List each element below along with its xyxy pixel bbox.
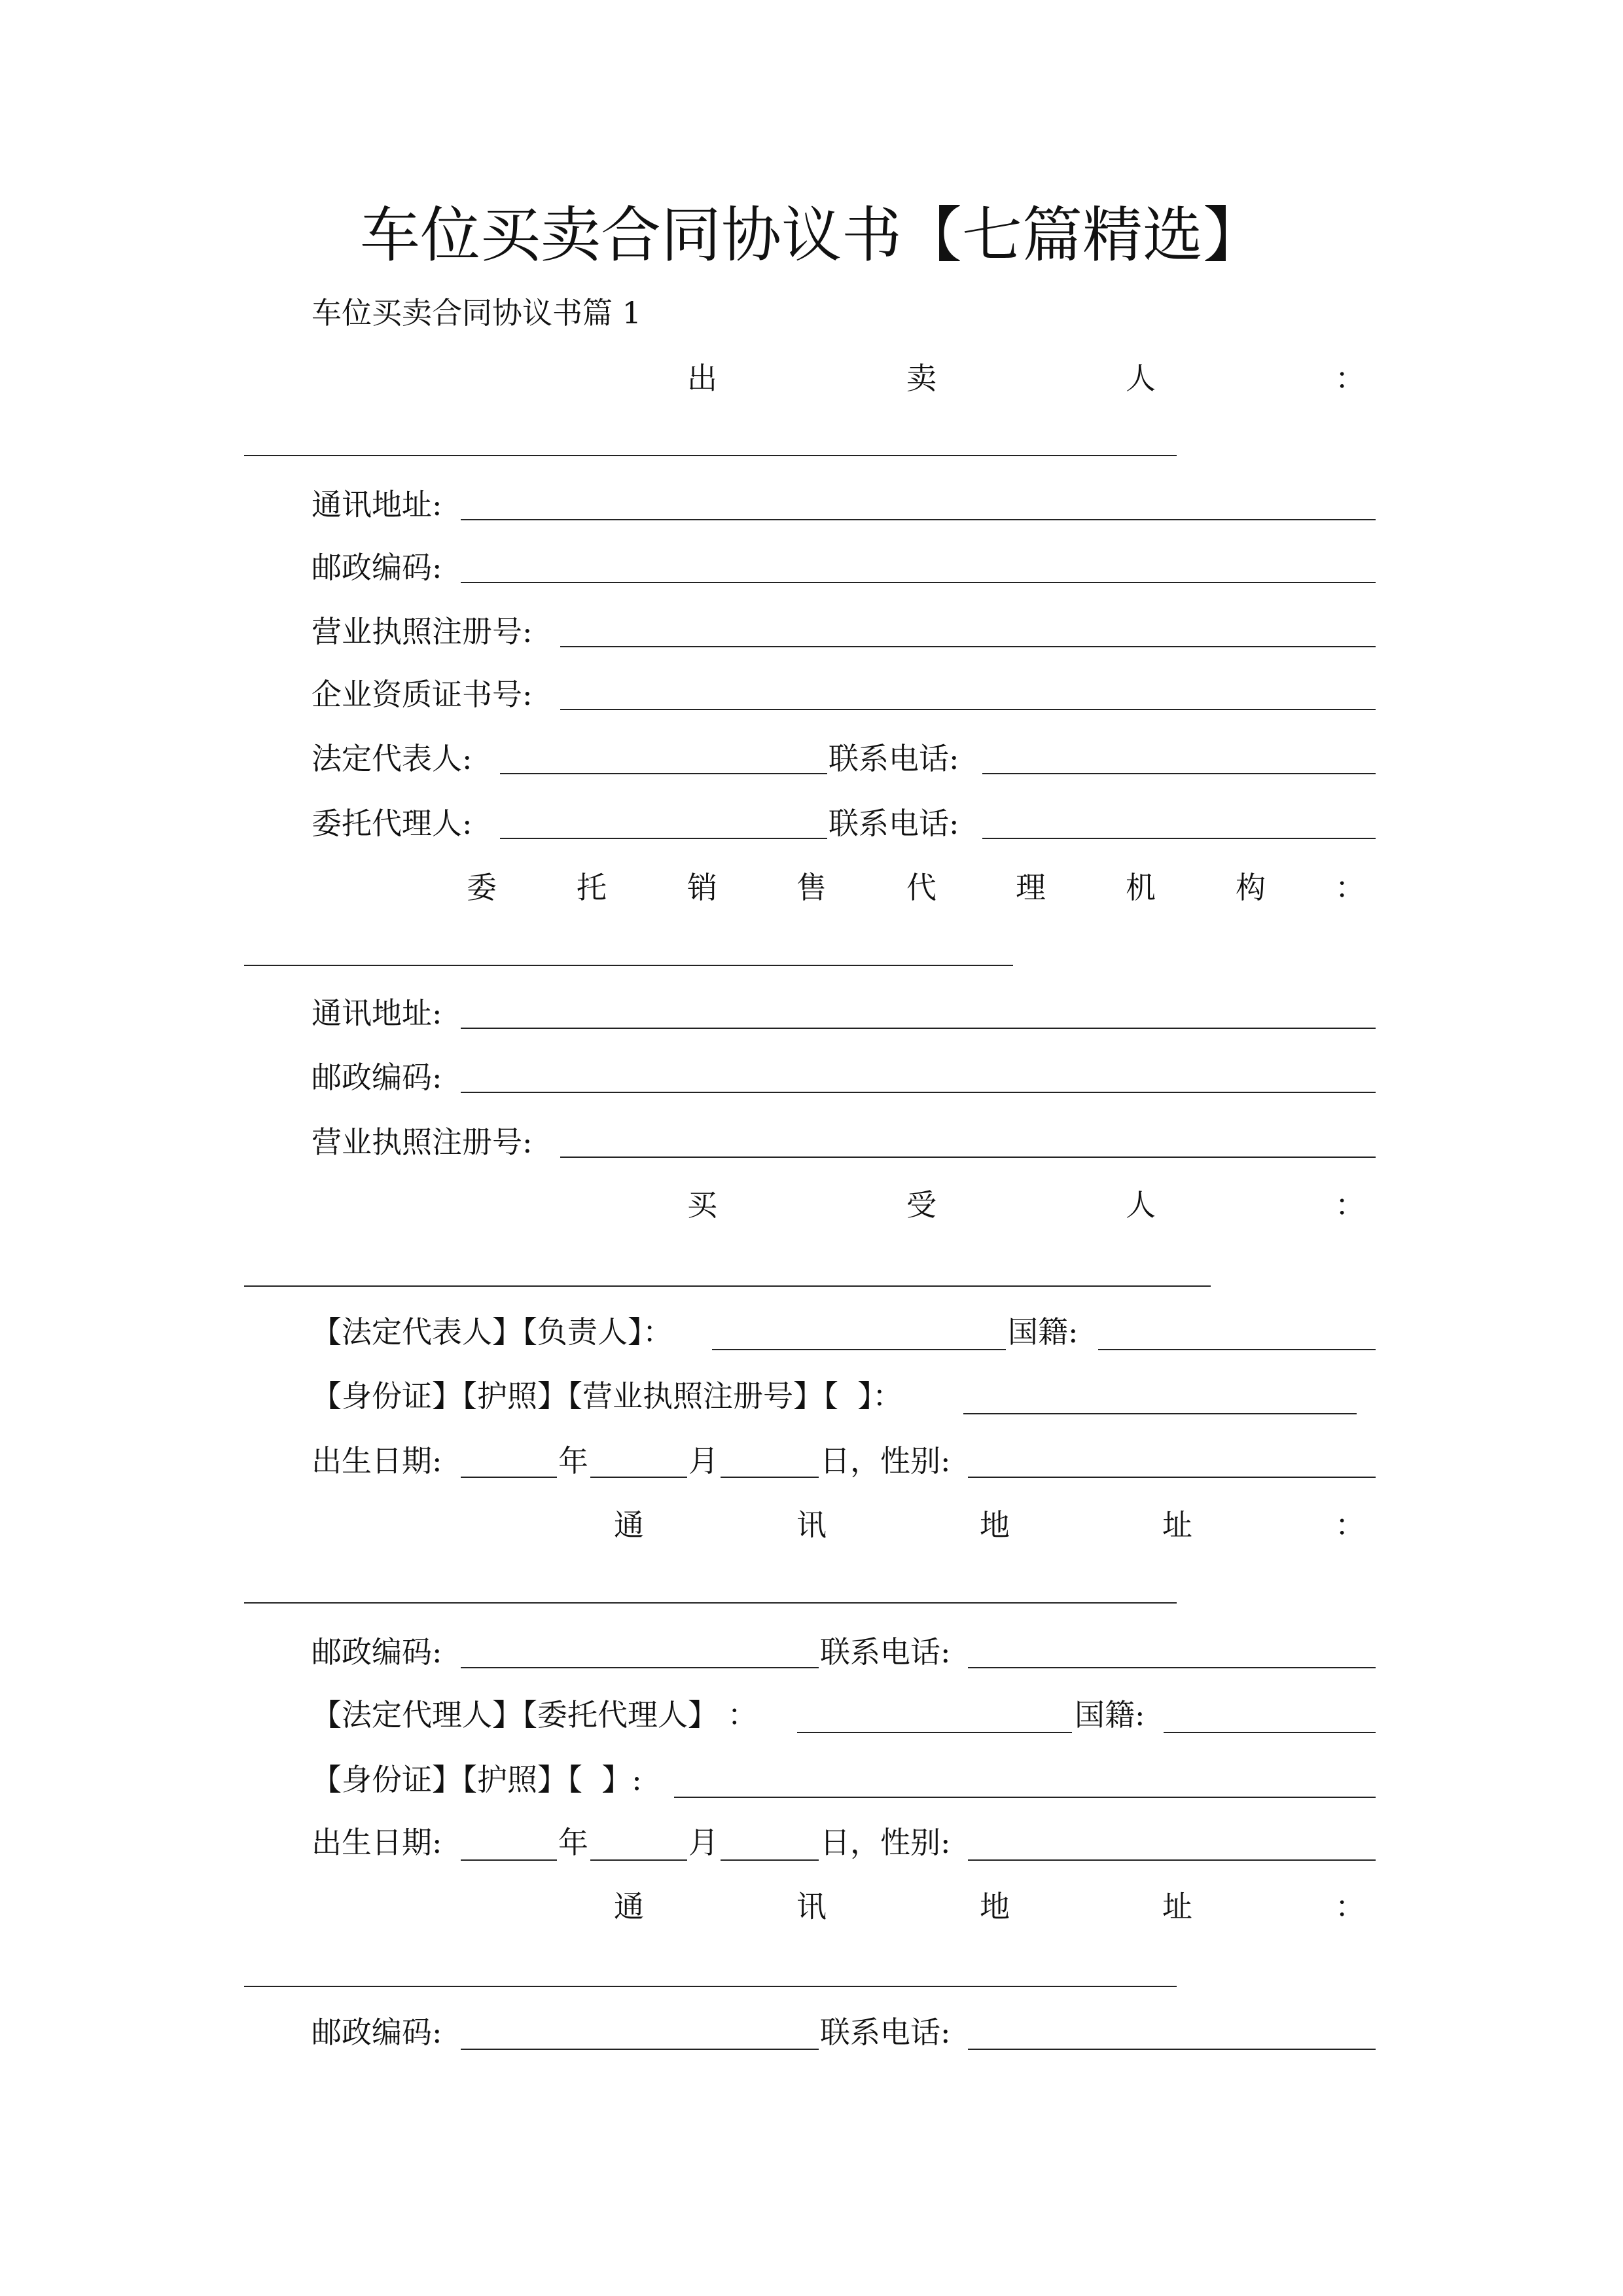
- agent-postcode-field[interactable]: [461, 2049, 819, 2050]
- seller-phone-label: 联系电话:: [829, 741, 959, 776]
- seller-license-label: 营业执照注册号:: [312, 614, 533, 649]
- agency-postcode-label: 邮政编码:: [312, 1060, 442, 1095]
- seller-legal-rep-label: 法定代表人:: [312, 741, 473, 776]
- agency-postcode-field[interactable]: [461, 1092, 1376, 1093]
- seller-agent-field[interactable]: [500, 838, 827, 839]
- address-heading-char: 讯: [796, 1889, 827, 1924]
- agency-heading-char: 构: [1236, 870, 1266, 905]
- address-heading-char: 通: [614, 1507, 644, 1543]
- agent-address-field[interactable]: [244, 1986, 1177, 1987]
- seller-agent-phone-field[interactable]: [982, 838, 1376, 839]
- address-heading-colon: ：: [1335, 1507, 1365, 1543]
- month-label: 月: [688, 1443, 719, 1479]
- buyer-phone-label: 联系电话:: [820, 1634, 951, 1670]
- agency-license-label: 营业执照注册号:: [312, 1124, 533, 1160]
- agent-birth-label: 出生日期:: [312, 1825, 442, 1860]
- agent-gender-field[interactable]: [968, 1859, 1376, 1861]
- agency-heading-char: 托: [577, 870, 607, 905]
- buyer-heading-colon: ：: [1335, 1187, 1365, 1223]
- agency-name-field[interactable]: [244, 965, 1013, 966]
- address-heading-char: 讯: [796, 1507, 827, 1543]
- buyer-address-field[interactable]: [244, 1602, 1177, 1604]
- agency-heading-char: 机: [1126, 870, 1156, 905]
- agency-heading-char: 销: [687, 870, 717, 905]
- buyer-agent-nationality-label: 国籍:: [1075, 1697, 1145, 1732]
- seller-agent-label: 委托代理人:: [312, 806, 473, 841]
- buyer-name-field[interactable]: [244, 1285, 1211, 1287]
- agent-postcode-label: 邮政编码:: [312, 2015, 442, 2050]
- section-subtitle: 车位买卖合同协议书篇 1: [312, 295, 641, 331]
- seller-address-field[interactable]: [461, 519, 1376, 520]
- seller-license-field[interactable]: [560, 646, 1376, 647]
- seller-heading-char: 人: [1126, 361, 1156, 396]
- buyer-agent-nationality-field[interactable]: [1164, 1732, 1376, 1733]
- buyer-nationality-label: 国籍:: [1008, 1314, 1079, 1350]
- address-heading-char: 址: [1162, 1507, 1192, 1543]
- agent-birth-month-field[interactable]: [590, 1859, 687, 1861]
- seller-heading-char: 卖: [906, 361, 936, 396]
- agent-phone-label: 联系电话:: [820, 2015, 951, 2050]
- agency-heading-char: 理: [1016, 870, 1046, 905]
- address-heading-char: 址: [1162, 1889, 1192, 1924]
- buyer-id-field[interactable]: [963, 1413, 1357, 1414]
- seller-postcode-label: 邮政编码:: [312, 550, 442, 585]
- agency-heading-char: 售: [796, 870, 827, 905]
- agency-heading-colon: ：: [1335, 870, 1365, 905]
- agent-birth-year-field[interactable]: [461, 1859, 557, 1861]
- buyer-birth-year-field[interactable]: [461, 1477, 557, 1478]
- agent-birth-day-field[interactable]: [721, 1859, 819, 1861]
- day-gender-label: 日，性别:: [820, 1443, 951, 1479]
- buyer-heading-char: 买: [687, 1187, 717, 1223]
- seller-heading-char: 出: [687, 361, 717, 396]
- buyer-agent-field[interactable]: [797, 1732, 1072, 1733]
- buyer-agent-id-label: 【身份证】【护照】【 】:: [312, 1762, 642, 1797]
- buyer-postcode-label: 邮政编码:: [312, 1634, 442, 1670]
- buyer-heading-char: 受: [906, 1187, 936, 1223]
- agency-heading-char: 代: [906, 870, 936, 905]
- seller-name-field[interactable]: [244, 455, 1177, 456]
- address-heading-colon: ：: [1335, 1889, 1365, 1924]
- year-label: 年: [558, 1443, 588, 1479]
- agency-address-field[interactable]: [461, 1028, 1376, 1029]
- year-label: 年: [558, 1825, 588, 1860]
- seller-address-label: 通讯地址:: [312, 487, 442, 522]
- buyer-postcode-field[interactable]: [461, 1667, 819, 1668]
- seller-heading-colon: ：: [1335, 361, 1365, 396]
- day-gender-label: 日，性别:: [820, 1825, 951, 1860]
- document-title: 车位买卖合同协议书【七篇精选】: [359, 200, 1263, 270]
- buyer-nationality-field[interactable]: [1098, 1349, 1376, 1350]
- agency-heading-char: 委: [467, 870, 497, 905]
- buyer-birth-month-field[interactable]: [590, 1477, 687, 1478]
- seller-phone-field[interactable]: [982, 773, 1376, 774]
- seller-postcode-field[interactable]: [461, 582, 1376, 583]
- buyer-agent-id-field[interactable]: [674, 1797, 1376, 1798]
- buyer-id-label: 【身份证】【护照】【营业执照注册号】【 】：: [312, 1378, 903, 1414]
- month-label: 月: [688, 1825, 719, 1860]
- buyer-heading-char: 人: [1126, 1187, 1156, 1223]
- buyer-phone-field[interactable]: [968, 1667, 1376, 1668]
- seller-qualification-field[interactable]: [560, 709, 1376, 710]
- buyer-rep-field[interactable]: [712, 1349, 1006, 1350]
- buyer-agent-label: 【法定代理人】【委托代理人】 ：: [312, 1697, 758, 1732]
- buyer-gender-field[interactable]: [968, 1477, 1376, 1478]
- seller-agent-phone-label: 联系电话:: [829, 806, 959, 841]
- address-heading-char: 地: [980, 1889, 1010, 1924]
- agency-license-field[interactable]: [560, 1157, 1376, 1158]
- agency-address-label: 通讯地址:: [312, 996, 442, 1031]
- seller-legal-rep-field[interactable]: [500, 773, 827, 774]
- address-heading-char: 通: [614, 1889, 644, 1924]
- seller-qualification-label: 企业资质证书号:: [312, 677, 533, 712]
- address-heading-char: 地: [980, 1507, 1010, 1543]
- buyer-birth-day-field[interactable]: [721, 1477, 819, 1478]
- buyer-birth-label: 出生日期:: [312, 1443, 442, 1479]
- buyer-rep-label: 【法定代表人】【负责人】：: [312, 1314, 673, 1350]
- agent-phone-field[interactable]: [968, 2049, 1376, 2050]
